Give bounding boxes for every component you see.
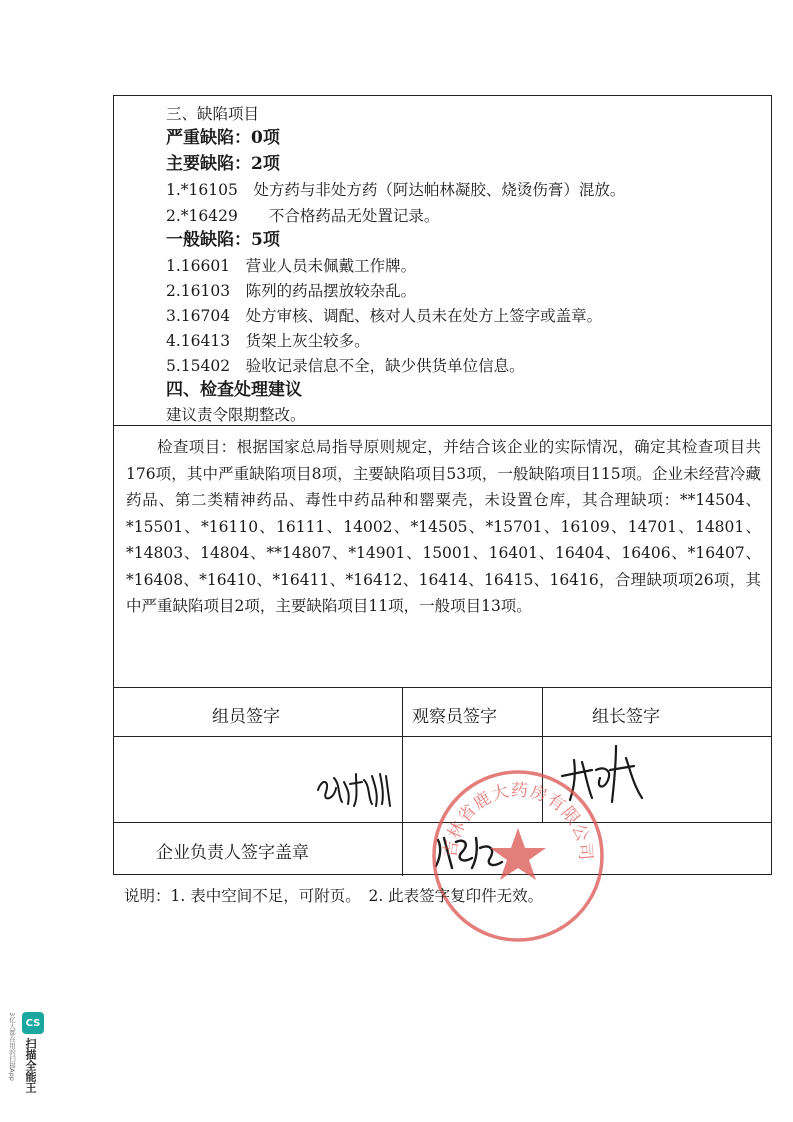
member-signature-label: 组员签字 <box>212 707 280 727</box>
major-defects: 主要缺陷：2项 <box>166 154 280 174</box>
camscanner-name: 扫描全能王 <box>24 1038 37 1093</box>
section4-text: 建议责令限期整改。 <box>166 406 306 424</box>
defects-section <box>113 95 772 425</box>
inspection-section <box>113 425 772 687</box>
company-stamp <box>428 766 608 946</box>
general-item-4: 4.16413 货架上灰尘较多。 <box>166 332 370 350</box>
major-item-2: 2.*16429 不合格药品无处置记录。 <box>166 207 440 225</box>
section4-title: 四、检查处理建议 <box>166 380 302 400</box>
section3-title: 三、缺陷项目 <box>166 105 260 123</box>
general-item-5: 5.15402 验收记录信息不全，缺少供货单位信息。 <box>166 357 525 375</box>
inspection-text: 检查项目：根据国家总局指导原则规定，并结合该企业的实际情况，确定其检查项目共176项，其中严重缺陷项目8项，主要缺陷项目53项，一般缺陷项目115项。企业未经营冷藏药品、第二类精神药品、毒性中药品种和罂粟壳，未设置仓库，其合理缺项：**14504、*15501、*16110、16111、14002、*14505、*15701、16109、14701、14801、*14803、14804、**14807、*14901、15001、16401、16404、16406、*16407、*16408、*16410、*16411、*16412、16414、16415、16416，合理缺项项26项，其中严重缺陷项目2项，主要缺陷项目11项，一般项目13项。 <box>126 438 761 615</box>
general-defects: 一般缺陷：5项 <box>166 230 280 250</box>
camscanner-tagline: 3亿人都在用的扫描App <box>8 1012 16 1081</box>
serious-defects: 严重缺陷：0项 <box>166 128 280 148</box>
observer-signature-label: 观察员签字 <box>412 707 497 727</box>
enterprise-signature-label: 企业负责人签字盖章 <box>156 843 309 863</box>
member-signature <box>312 760 398 812</box>
general-item-2: 2.16103 陈列的药品摆放较杂乱。 <box>166 282 417 300</box>
footnote: 说明：1. 表中空间不足，可附页。 2. 此表签字复印件无效。 <box>124 887 544 905</box>
leader-signature-label: 组长签字 <box>592 707 660 727</box>
general-item-3: 3.16704 处方审核、调配、核对人员未在处方上签字或盖章。 <box>166 307 603 325</box>
general-item-1: 1.16601 营业人员未佩戴工作牌。 <box>166 257 417 275</box>
camscanner-logo: CS <box>22 1012 44 1034</box>
svg-text:吉林省鹿大药房有限公司: 吉林省鹿大药房有限公司 <box>440 780 596 863</box>
major-item-1: 1.*16105 处方药与非处方药（阿达帕林凝胶、烧烫伤膏）混放。 <box>166 181 626 199</box>
